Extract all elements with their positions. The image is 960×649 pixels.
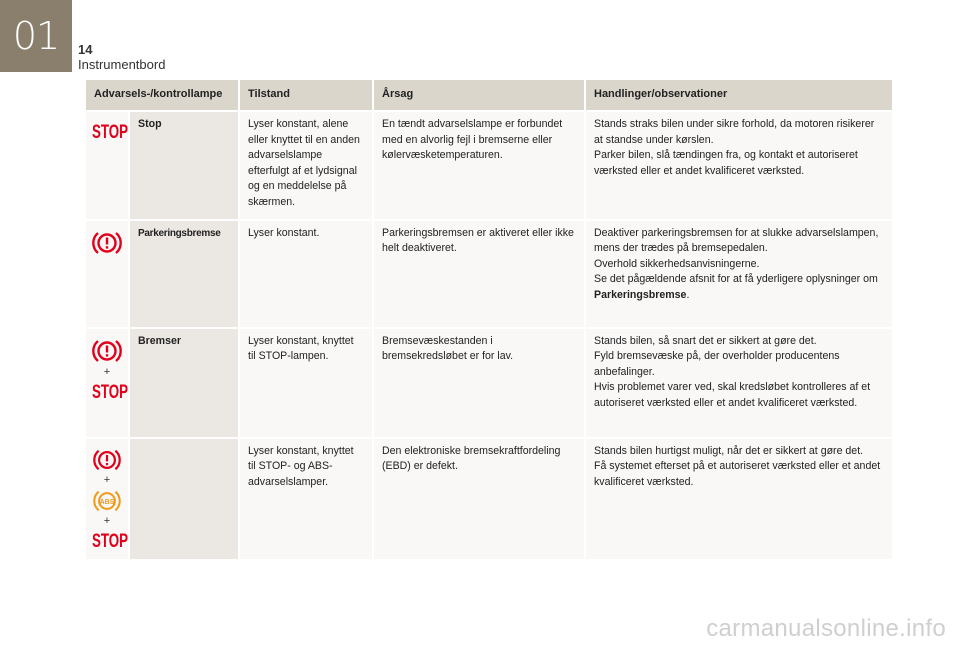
stop-warning-icon bbox=[90, 529, 130, 551]
watermark: carmanualsonline.info bbox=[706, 615, 946, 642]
stop-warning-icon bbox=[90, 120, 130, 142]
column-header-lamp: Advarsels-/kontrollampe bbox=[86, 80, 240, 110]
lamp-name: Stop bbox=[130, 110, 240, 219]
brake-warning-icon bbox=[90, 229, 124, 257]
svg-text:STOP: STOP bbox=[92, 530, 129, 552]
abs-warning-icon bbox=[90, 488, 124, 514]
lamp-state: Lyser konstant, knyttet til STOP-lampen. bbox=[240, 327, 374, 437]
column-header-state: Tilstand bbox=[240, 80, 374, 110]
section-title: Instrumentbord bbox=[78, 57, 166, 72]
action-text: Deaktiver parkeringsbremsen for at slukke advarselslampen, mens der trædes på bremsepedalen. Overhold sikkerhedsanvisningerne. Se det pågældende afsnit for at få yderligere oplysninger om bbox=[594, 226, 879, 286]
column-header-cause: Årsag bbox=[374, 80, 586, 110]
lamp-name bbox=[130, 437, 240, 559]
table-row bbox=[86, 437, 892, 559]
page-number: 14 bbox=[78, 42, 93, 57]
lamp-action: Stands bilen, så snart det er sikkert at gøre det. Fyld bremsevæske på, der overholder producentens anbefalinger. Hvis problemet varer ved, skal kredsløbet kontrolleres af et autoriseret værksted eller et andet kvalificeret værksted. bbox=[586, 327, 892, 437]
brake-warning-icon bbox=[90, 337, 124, 365]
table-row bbox=[86, 110, 892, 219]
lamp-state: Lyser konstant, knyttet til STOP- og ABS-advarselslamper. bbox=[240, 437, 374, 559]
lamp-icon-cell bbox=[86, 219, 130, 327]
stop-warning-icon bbox=[90, 380, 130, 402]
lamp-cause: Den elektroniske bremsekraftfordeling (EBD) er defekt. bbox=[374, 437, 586, 559]
svg-text:ABS: ABS bbox=[99, 498, 115, 506]
lamp-cause: Parkeringsbremsen er aktiveret eller ikke helt deaktiveret. bbox=[374, 219, 586, 327]
svg-text:STOP: STOP bbox=[92, 381, 129, 403]
column-header-action: Handlinger/observationer bbox=[586, 80, 892, 110]
lamp-icon-cell bbox=[86, 437, 130, 559]
lamp-state: Lyser konstant. bbox=[240, 219, 374, 327]
svg-text:STOP: STOP bbox=[92, 122, 129, 143]
lamp-icon-cell bbox=[86, 110, 130, 219]
lamp-action: Stands straks bilen under sikre forhold, da motoren risikerer at standse under kørslen. Parker bilen, slå tændingen fra, og kontakt et autoriseret værksted eller et andet kvalificeret værksted. bbox=[586, 110, 892, 219]
lamp-name: Bremser bbox=[130, 327, 240, 437]
table-row bbox=[86, 219, 892, 327]
lamp-cause: Bremsevæskestanden i bremsekredsløbet er for lav. bbox=[374, 327, 586, 437]
lamp-action bbox=[586, 219, 892, 327]
lamp-name: Parkeringsbremse bbox=[130, 219, 240, 327]
brake-warning-icon bbox=[90, 447, 124, 473]
warning-lamp-table bbox=[86, 80, 892, 559]
plus-sign: + bbox=[103, 514, 111, 527]
action-text-end: . bbox=[686, 288, 690, 301]
plus-sign: + bbox=[103, 365, 111, 378]
table-row bbox=[86, 327, 892, 437]
parking-brake-reference: Parkeringsbremse bbox=[594, 288, 687, 301]
lamp-action: Stands bilen hurtigst muligt, når det er sikkert at gøre det. Få systemet efterset på et autoriseret værksted eller et andet kvalificeret værksted. bbox=[586, 437, 892, 559]
lamp-icon-cell bbox=[86, 327, 130, 437]
chapter-tab: 01 bbox=[0, 0, 72, 72]
table-header-row bbox=[86, 80, 892, 110]
lamp-cause: En tændt advarselslampe er forbundet med en alvorlig fejl i bremserne eller kølervæsketemperaturen. bbox=[374, 110, 586, 219]
plus-sign: + bbox=[103, 473, 111, 486]
lamp-state: Lyser konstant, alene eller knyttet til en anden advarselslampe efterfulgt af et lydsignal og en meddelelse på skærmen. bbox=[240, 110, 374, 219]
